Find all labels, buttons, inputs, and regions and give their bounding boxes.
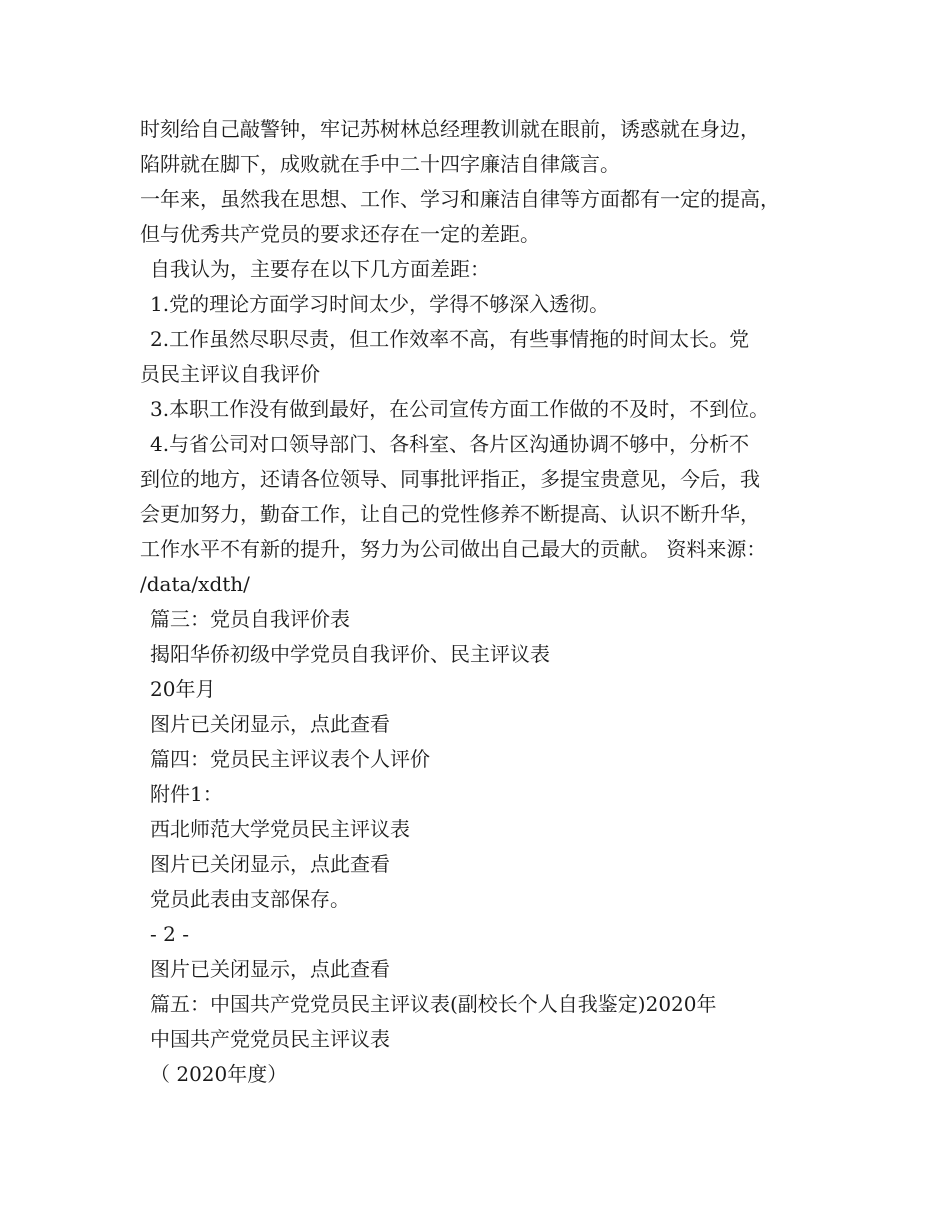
text-line: 揭阳华侨初级中学党员自我评价、民主评议表: [150, 642, 550, 666]
text-line: 员民主评议自我评价: [140, 362, 320, 386]
text-line: 党员此表由支部保存。: [150, 887, 350, 911]
text-line: 西北师范大学党员民主评议表: [150, 817, 410, 841]
text-line: 会更加努力，勤奋工作，让自己的党性修养不断提高、认识不断升华，: [140, 502, 760, 526]
image-placeholder-link[interactable]: 图片已关闭显示，点此查看: [150, 852, 390, 876]
section-heading: 篇五：中国共产党党员民主评议表(副校长个人自我鉴定)2020年: [150, 992, 717, 1016]
text-line: 到位的地方，还请各位领导、同事批评指正，多提宝贵意见，今后，我: [140, 467, 760, 491]
section-heading: 篇四：党员民主评议表个人评价: [150, 747, 430, 771]
text-line: 自我认为，主要存在以下几方面差距：: [150, 257, 490, 281]
text-line: （ 2020年度）: [150, 1062, 288, 1086]
text-line: 陷阱就在脚下，成败就在手中二十四字廉洁自律箴言。: [140, 152, 620, 176]
list-item: 1.党的理论方面学习时间太少，学得不够深入透彻。: [150, 292, 610, 316]
list-item: 4.与省公司对口领导部门、各科室、各片区沟通协调不够中，分析不: [150, 432, 750, 456]
list-item: 3.本职工作没有做到最好，在公司宣传方面工作做的不及时，不到位。: [150, 397, 770, 421]
page-number: - 2 -: [150, 922, 189, 946]
image-placeholder-link[interactable]: 图片已关闭显示，点此查看: [150, 957, 390, 981]
text-line: 时刻给自己敲警钟，牢记苏树林总经理教训就在眼前，诱惑就在身边，: [140, 117, 760, 141]
text-line: 但与优秀共产党员的要求还存在一定的差距。: [140, 222, 540, 246]
text-line: 附件1：: [150, 782, 223, 806]
section-heading: 篇三：党员自我评价表: [150, 607, 350, 631]
text-line: 一年来，虽然我在思想、工作、学习和廉洁自律等方面都有一定的提高，: [140, 187, 780, 211]
document-body: [140, 112, 840, 1092]
text-line: 20年月: [150, 677, 216, 701]
source-link: /data/xdth/: [140, 572, 250, 596]
text-line: 工作水平不有新的提升，努力为公司做出自己最大的贡献。 资料来源：: [140, 537, 767, 561]
image-placeholder-link[interactable]: 图片已关闭显示，点此查看: [150, 712, 390, 736]
list-item: 2.工作虽然尽职尽责，但工作效率不高，有些事情拖的时间太长。党: [150, 327, 750, 351]
text-line: 中国共产党党员民主评议表: [150, 1027, 390, 1051]
